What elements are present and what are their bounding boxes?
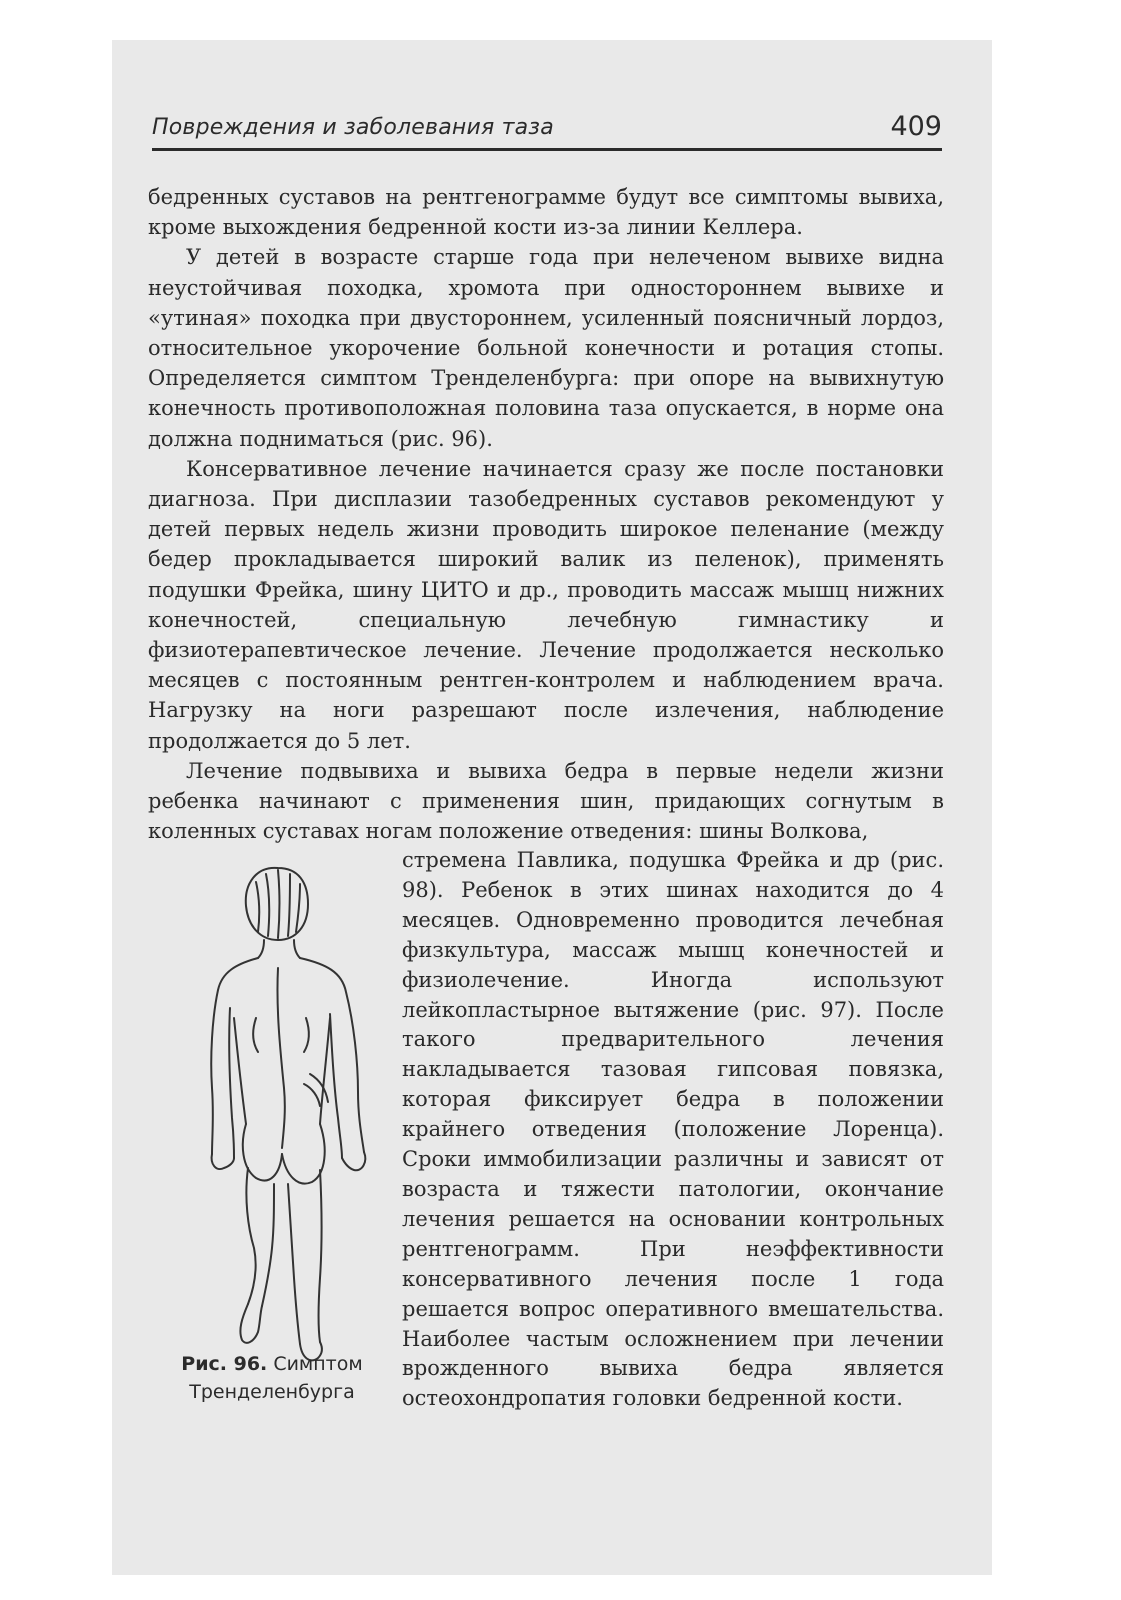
figure-caption xyxy=(142,1350,402,1406)
wrapped-text xyxy=(402,846,944,1414)
trendelenburg-figure-icon xyxy=(160,848,390,1378)
caption-line-1: Симптом xyxy=(273,1353,363,1375)
paragraph-3: Консервативное лечение начинается сразу же после постановки диагноза. При дисплазии тазобедренных суставов рекомендуют у детей первых недель жизни проводить широкое пеленание (между бедер прокладывается широкий валик из пеленок), применять подушки Фрейка, шину ЦИТО и др., проводить массаж мышц нижних конечностей, специальную лечебную гимнастику и физиотерапевтическое лечение. Лечение продолжается несколько месяцев с постоянным рентген-контролем и наблюдением врача. Нагрузку на ноги разрешают после излечения, наблюдение продолжается до 5 лет. xyxy=(148,456,944,753)
paragraph-2: У детей в возрасте старше года при нелеченом вывихе видна неустойчивая походка, хромота при одностороннем вывихе и «утиная» походка при двустороннем, усиленный поясничный лордоз, относительное укорочение больной конечности и ротация стопы. Определяется симптом Тренделенбурга: при опоре на вывихнутую конечность противоположная половина таза опускается, в норме она должна подниматься (рис. 96). xyxy=(148,245,944,451)
figure-label: Рис. 96. xyxy=(181,1353,268,1375)
caption-line-2: Тренделенбурга xyxy=(189,1381,355,1403)
figure-96 xyxy=(160,848,390,1378)
paragraph-1: бедренных суставов на рентгенограмме будут все симптомы вывиха, кроме выхождения бедренной кости из-за линии Келлера. xyxy=(148,185,944,240)
paragraph-5: стремена Павлика, подушка Фрейка и др (рис. 98). Ребенок в этих шинах находится до 4 месяцев. Одновременно проводится лечебная физкультура, массаж мышц конечностей и физиолечение. Иногда используют лейкопластырное вытяжение (рис. 97). После такого предварительного лечения накладывается тазовая гипсовая повязка, которая фиксирует бедра в положении крайнего отведения (положение Лоренца). Сроки иммобилизации различны и зависят от возраста и тяжести патологии, окончание лечения решается на основании контрольных рентгенограмм. При неэффективности консервативного лечения после 1 года решается вопрос оперативного вмешательства. Наиболее частым осложнением при лечении врожденного вывиха бедра является остеохондропатия головки бедренной кости. xyxy=(402,848,944,1411)
paragraph-4: Лечение подвывиха и вывиха бедра в первые недели жизни ребенка начинают с применения шин, придающих согнутым в коленных суставах ногам положение отведения: шины Волкова, xyxy=(148,758,944,844)
running-head xyxy=(152,100,942,151)
page-number: 409 xyxy=(890,111,942,142)
book-page xyxy=(112,40,992,1575)
section-title: Повреждения и заболевания таза xyxy=(152,115,554,140)
main-text xyxy=(148,182,944,846)
